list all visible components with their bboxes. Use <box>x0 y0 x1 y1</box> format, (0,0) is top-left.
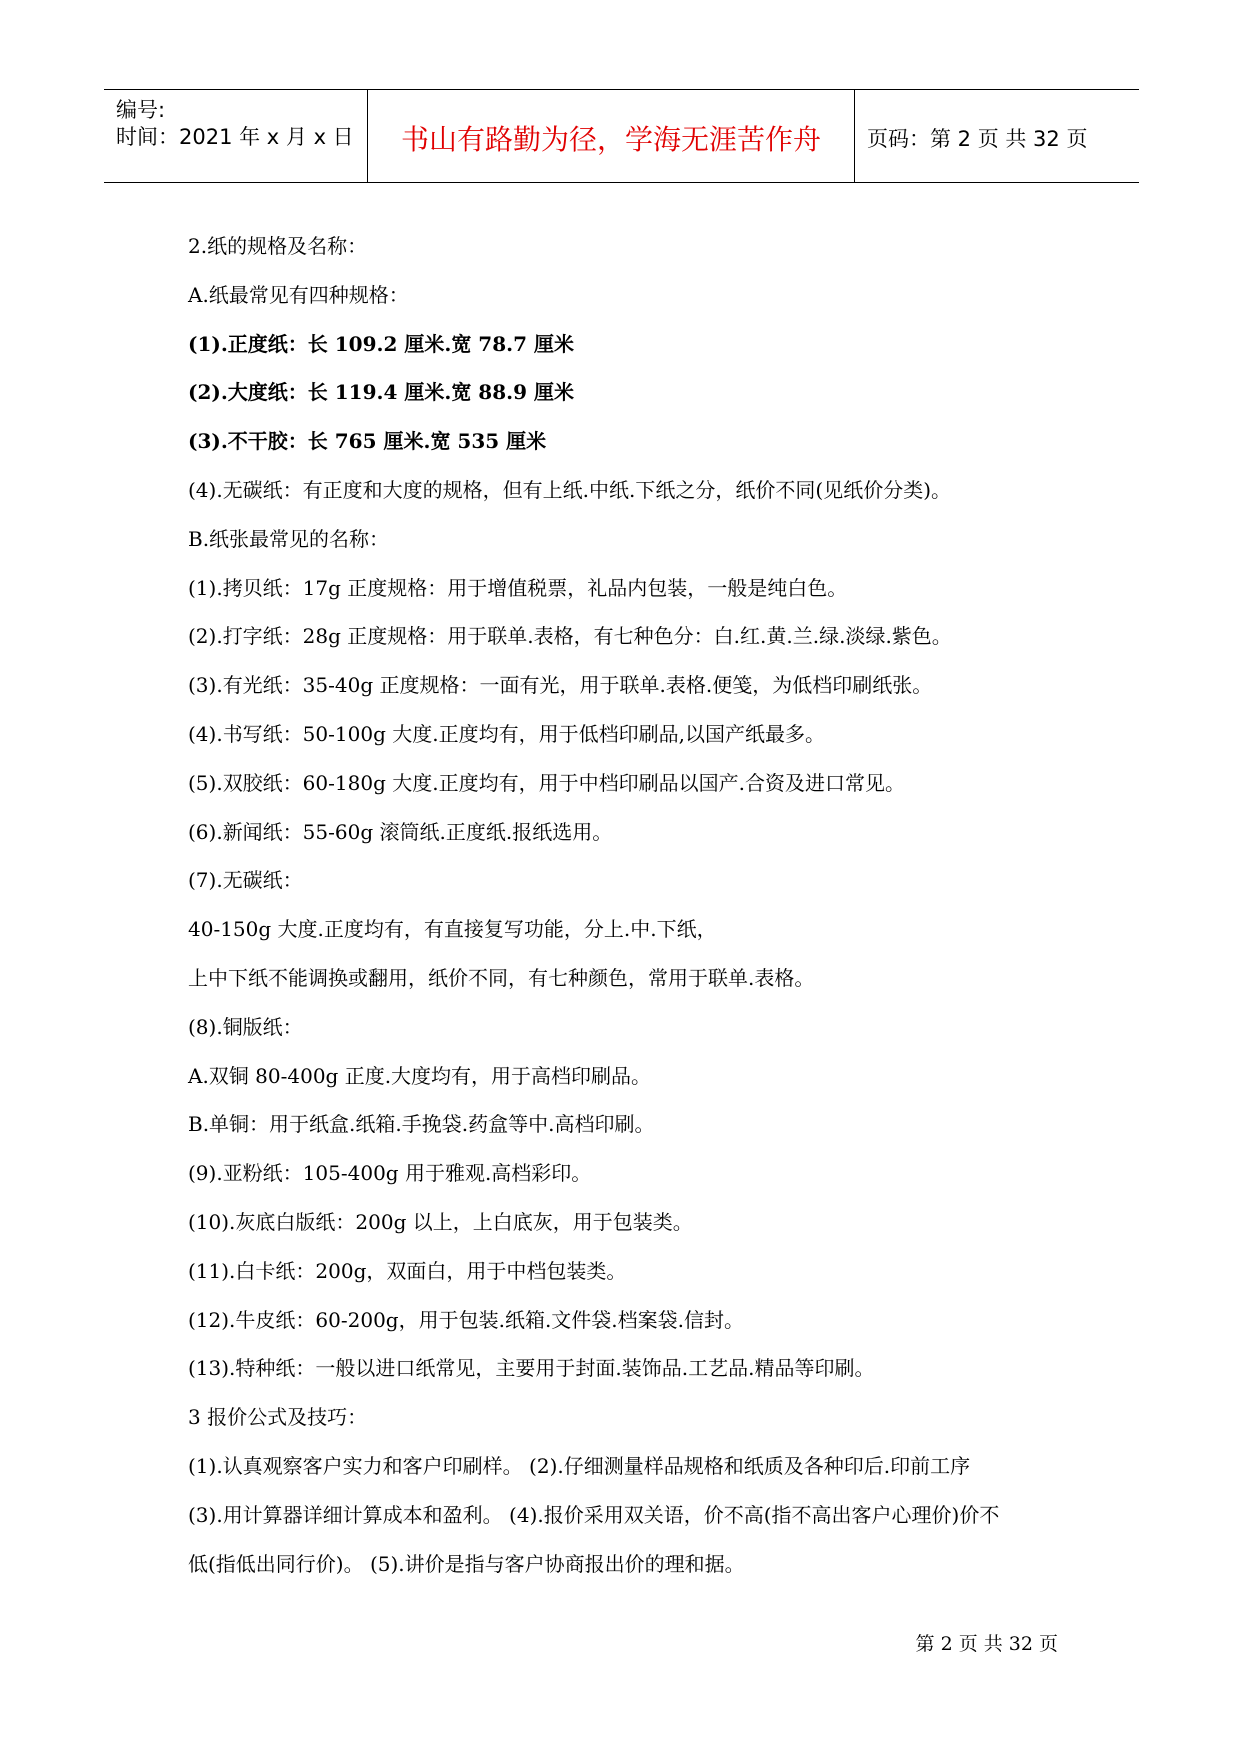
paragraph-line: 3 报价公式及技巧： <box>188 1405 368 1430</box>
paragraph-line: (1).认真观察客户实力和客户印刷样。 (2).仔细测量样品规格和纸质及各种印后.印前工序 <box>188 1453 971 1478</box>
document-time: 时间：2021 年 x 月 x 日 <box>116 125 354 149</box>
paragraph-line: (9).亚粉纸：105-400g 用于雅观.高档彩印。 <box>188 1161 592 1186</box>
paragraph-line: 低(指低出同行价)。 (5).讲价是指与客户协商报出价的理和据。 <box>188 1551 745 1576</box>
document-body <box>188 222 1088 1588</box>
paragraph-line: (8).铜版纸： <box>188 1014 303 1039</box>
paragraph-line: (3).用计算器详细计算成本和盈利。 (4).报价采用双关语，价不高(指不高出客户心理价)价不 <box>188 1502 1000 1527</box>
paragraph-line: B.单铜：用于纸盒.纸箱.手挽袋.药盒等中.高档印刷。 <box>188 1112 655 1137</box>
document-header <box>104 89 1139 183</box>
paragraph-line: (4).无碳纸：有正度和大度的规格，但有上纸.中纸.下纸之分，纸价不同(见纸价分类)。 <box>188 477 952 502</box>
paragraph-line: 2.纸的规格及名称： <box>188 234 368 258</box>
paragraph-line: (6).新闻纸：55-60g 滚筒纸.正度纸.报纸选用。 <box>188 819 613 844</box>
paragraph-line: (5).双胶纸：60-180g 大度.正度均有，用于中档印刷品以国产.合资及进口常见。 <box>188 770 905 795</box>
document-number: 编号: <box>116 98 166 122</box>
header-info-cell <box>104 90 367 182</box>
paragraph-line: (2).打字纸：28g 正度规格：用于联单.表格，有七种色分：白.红.黄.兰.绿.淡绿.紫色。 <box>188 624 952 649</box>
paragraph-line: (4).书写纸：50-100g 大度.正度均有，用于低档印刷品,以国产纸最多。 <box>188 721 825 746</box>
paragraph-line: 40-150g 大度.正度均有，有直接复写功能，分上.中.下纸， <box>188 917 717 942</box>
paragraph-line: (1).正度纸：长 109.2 厘米.宽 78.7 厘米 <box>188 331 574 356</box>
paragraph-line: (3).有光纸：35-40g 正度规格：一面有光，用于联单.表格.便笺，为低档印刷纸张。 <box>188 673 933 698</box>
paragraph-line: (13).特种纸：一般以进口纸常见，主要用于封面.装饰品.工艺品.精品等印刷。 <box>188 1356 875 1381</box>
paragraph-line: (2).大度纸：长 119.4 厘米.宽 88.9 厘米 <box>188 380 574 405</box>
header-motto: 书山有路勤为径，学海无涯苦作舟 <box>400 123 821 156</box>
header-motto-cell <box>367 90 855 182</box>
header-page-cell <box>855 90 1139 182</box>
paragraph-line: (12).牛皮纸：60-200g，用于包装.纸箱.文件袋.档案袋.信封。 <box>188 1307 745 1332</box>
paragraph-line: (3).不干胶：长 765 厘米.宽 535 厘米 <box>188 429 547 454</box>
paragraph-line: A.纸最常见有四种规格： <box>188 282 409 307</box>
paragraph-line: (1).拷贝纸：17g 正度规格：用于增值税票，礼品内包装，一般是纯白色。 <box>188 575 848 600</box>
paragraph-line: 上中下纸不能调换或翻用，纸价不同，有七种颜色，常用于联单.表格。 <box>188 965 815 990</box>
paragraph-line: A.双铜 80-400g 正度.大度均有，用于高档印刷品。 <box>188 1063 652 1088</box>
paragraph-line: (7).无碳纸： <box>188 868 303 893</box>
paragraph-line: B.纸张最常见的名称： <box>188 526 390 551</box>
header-page-number: 页码：第 2 页 共 32 页 <box>867 127 1088 151</box>
page-footer: 第 2 页 共 32 页 <box>915 1633 1058 1655</box>
paragraph-line: (11).白卡纸：200g，双面白，用于中档包装类。 <box>188 1258 627 1283</box>
paragraph-line: (10).灰底白版纸：200g 以上，上白底灰，用于包装类。 <box>188 1209 693 1234</box>
